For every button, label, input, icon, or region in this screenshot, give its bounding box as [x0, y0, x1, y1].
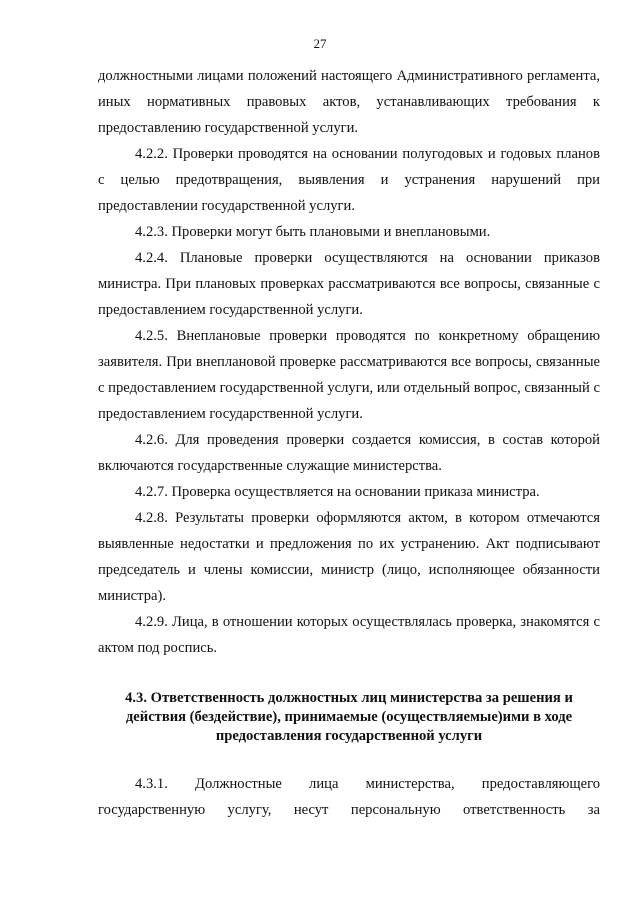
- page-number: 27: [313, 36, 327, 51]
- section-heading-line: предоставления государственной услуги: [215, 728, 483, 744]
- paragraph-4-2-5: 4.2.5. Внеплановые проверки проводятся по конкретному обращению заявителя. При внеплановой проверке рассматриваются все вопросы, связанные с предоставлением государственной услуги, или отдельный вопрос, связанный с предоставлением государственной услуги.: [98, 328, 600, 422]
- paragraph-4-2-6: 4.2.6. Для проведения проверки создается комиссия, в состав которой включаются государственные служащие министерства.: [98, 432, 600, 474]
- paragraph-4-2-4: 4.2.4. Плановые проверки осуществляются на основании приказов министра. При плановых проверках рассматриваются все вопросы, связанные с предоставлением государственной услуги.: [98, 250, 600, 318]
- section-heading-line: 4.3. Ответственность должностных лиц министерства за решения и: [125, 690, 573, 706]
- paragraph-4-2-8: 4.2.8. Результаты проверки оформляются актом, в котором отмечаются выявленные недостатки и предложения по их устранению. Акт подписывают председатель и члены комиссии, министр (лицо, исполняющее обязанности министра).: [98, 510, 600, 604]
- section-heading-line: действия (бездействие), принимаемые (осуществляемые)ими в ходе: [125, 709, 573, 725]
- paragraph-4-2-2: 4.2.2. Проверки проводятся на основании полугодовых и годовых планов с целью предотвращения, выявления и устранения нарушений при предоставлении государственной услуги.: [98, 146, 600, 214]
- paragraph-continuation: должностными лицами положений настоящего Административного регламента, иных нормативных правовых актов, устанавливающих требования к предоставлению государственной услуги.: [98, 68, 600, 136]
- section-heading-4-3: [98, 689, 600, 746]
- document-body: [98, 63, 600, 823]
- paragraph-4-2-9: 4.2.9. Лица, в отношении которых осуществлялась проверка, знакомятся с актом под роспись.: [98, 614, 600, 656]
- paragraph-4-2-7: 4.2.7. Проверка осуществляется на основании приказа министра.: [135, 484, 540, 500]
- paragraph-4-3-1: 4.3.1. Должностные лица министерства, предоставляющего государственную услугу, несут персональную ответственность за: [98, 776, 600, 818]
- paragraph-4-2-3: 4.2.3. Проверки могут быть плановыми и внеплановыми.: [135, 224, 491, 240]
